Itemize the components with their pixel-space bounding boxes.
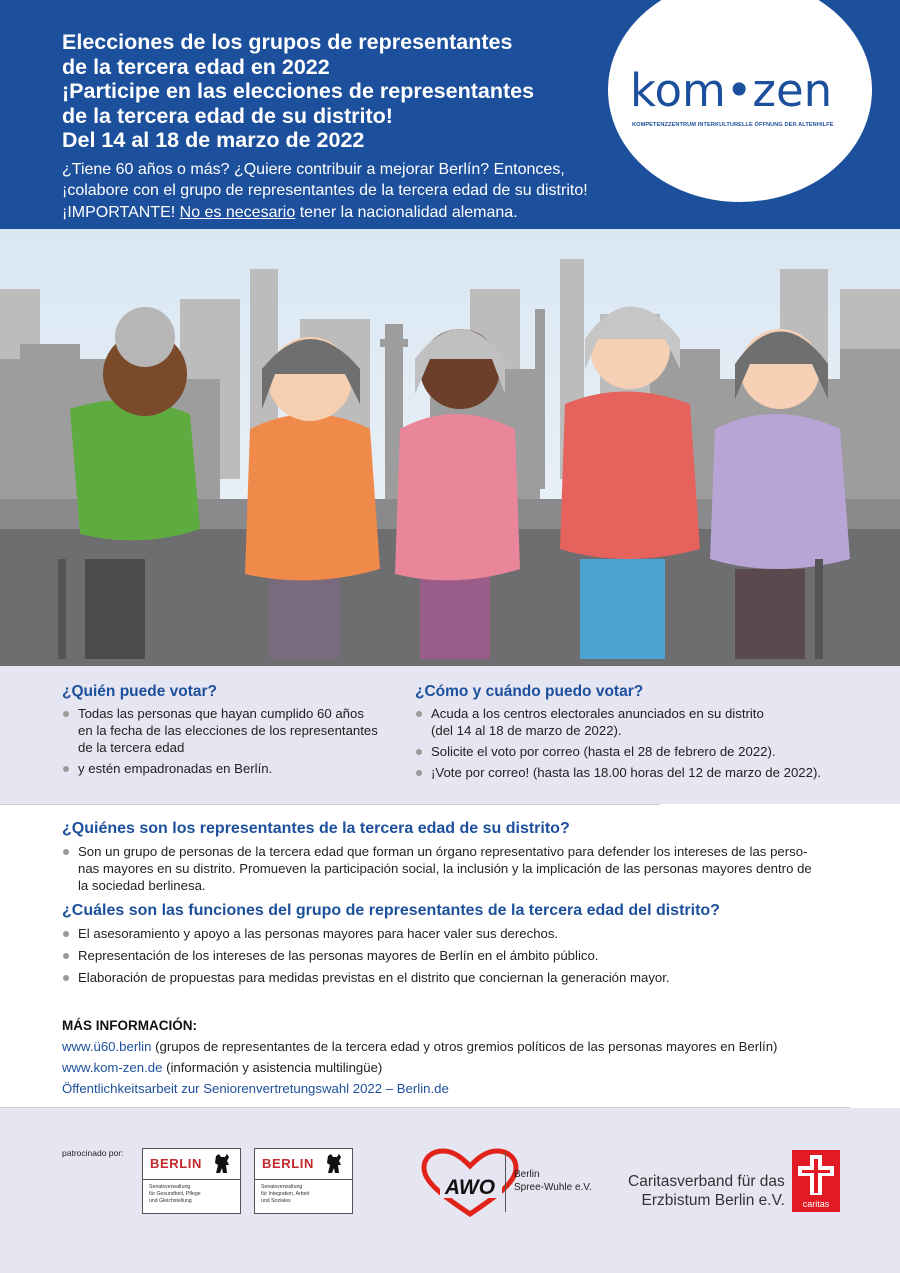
awo-line: Spree-Wuhle e.V. (514, 1182, 592, 1193)
seniors-illustration-svg (0, 229, 900, 666)
list-item-line: Representación de los intereses de las personas mayores de Berlín en el ámbito público. (78, 948, 599, 963)
berlin-senate-text (149, 1184, 201, 1205)
list-item (62, 925, 852, 942)
bullet-icon (63, 975, 69, 981)
title-line: de la tercera edad en 2022 (62, 54, 330, 79)
more-info-line (62, 1036, 862, 1057)
berlin-bear-icon (324, 1153, 344, 1175)
who-are-heading: ¿Quiénes son los representantes de la tercera edad de su distrito? (62, 820, 570, 837)
how-to-vote-heading: ¿Cómo y cuándo puedo votar? (415, 683, 644, 700)
list-item-line: Solicite el voto por correo (hasta el 28 de febrero de 2022). (431, 744, 776, 759)
list-item (62, 843, 852, 894)
important-prefix: ¡IMPORTANTE! (62, 203, 176, 221)
more-info-line (62, 1078, 862, 1099)
senate-line: für Integration, Arbeit (261, 1191, 310, 1197)
more-info-line (62, 1057, 862, 1078)
link-berlin-de[interactable]: Öffentlichkeitsarbeit zur Seniorenvertretungswahl 2022 – Berlin.de (62, 1081, 449, 1096)
list-item-line: Elaboración de propuestas para medidas previstas en el distrito que conciernan la generación mayor. (78, 970, 670, 985)
bullet-icon (416, 711, 422, 717)
awo-line: Berlin (514, 1169, 540, 1180)
header-text (62, 30, 682, 223)
list-item (415, 764, 885, 781)
link-description: (grupos de representantes de la tercera edad y otros gremios políticos de las personas mayores en Berlín) (155, 1039, 778, 1054)
divider (0, 804, 660, 805)
berlin-senate-health-logo (142, 1148, 241, 1214)
vote-section (0, 666, 900, 804)
senate-line: Senatsverwaltung (261, 1184, 303, 1190)
bullet-icon (63, 766, 69, 772)
link-u60-berlin[interactable]: www.ü60.berlin (62, 1039, 152, 1054)
how-to-vote-list (415, 705, 885, 781)
intro-block (62, 159, 682, 224)
list-item-line: la sociedad berlinesa. (78, 878, 206, 893)
list-item (62, 947, 852, 964)
list-item (62, 760, 392, 777)
title-line: ¡Participe en las elecciones de representantes (62, 79, 535, 103)
caritas-line: Caritasverband für das (628, 1173, 785, 1190)
list-item (415, 705, 885, 739)
list-item-line: en la fecha de las elecciones de los representantes (78, 723, 378, 738)
who-can-vote-list (62, 705, 392, 777)
list-item-line: (del 14 al 18 de marzo de 2022). (431, 723, 622, 738)
awo-wordmark: AWO (444, 1176, 496, 1199)
list-item-line: y estén empadronadas en Berlín. (78, 761, 273, 776)
list-item-line: Todas las personas que hayan cumplido 60 años (78, 706, 364, 721)
seniors-illustration (0, 229, 900, 666)
sponsored-by-label: patrocinado por: (62, 1148, 124, 1158)
bullet-icon (63, 849, 69, 855)
title-line: de la tercera edad de su distrito! (62, 103, 393, 128)
functions-heading: ¿Cuáles son las funciones del grupo de representantes de la tercera edad del distrito? (62, 902, 720, 919)
bullet-icon (63, 953, 69, 959)
list-item (62, 969, 852, 986)
berlin-senate-text (261, 1184, 309, 1205)
berlin-bear-icon (212, 1153, 232, 1175)
list-item-line: nas mayores en su distrito. Promueven la participación social, la inclusión y la implicación de las personas mayores dentro de (78, 861, 812, 876)
who-are-list (62, 843, 852, 894)
how-to-vote (415, 682, 885, 785)
header-banner (0, 0, 900, 229)
who-can-vote (62, 682, 392, 781)
bullet-icon (63, 931, 69, 937)
caritas-text (628, 1172, 785, 1210)
intro-line: ¿Tiene 60 años o más? ¿Quiere contribuir a mejorar Berlín? Entonces, (62, 160, 565, 178)
title-line: Del 14 al 18 de marzo de 2022 (62, 128, 365, 152)
berlin-wordmark: BERLIN (150, 1156, 202, 1171)
caritas-logo (792, 1150, 840, 1212)
intro-line: ¡colabore con el grupo de representantes de la tercera edad de su distrito! (62, 182, 588, 199)
important-suffix: tener la nacionalidad alemana. (299, 203, 518, 221)
list-item-line: de la tercera edad (78, 740, 185, 755)
senate-line: und Soziales (261, 1198, 291, 1204)
berlin-senate-integration-logo (254, 1148, 353, 1214)
komzen-logo-subtitle: KOMPETENZZENTRUM INTERKULTURELLE ÖFFNUNG DER ALTENHILFE (632, 122, 834, 128)
title-line: Elecciones de los grupos de representantes (62, 30, 513, 54)
berlin-wordmark: BERLIN (262, 1156, 314, 1171)
awo-text (514, 1168, 592, 1194)
senate-line: für Gesundheit, Pflege (149, 1191, 201, 1197)
bullet-icon (416, 770, 422, 776)
senate-line: Senatsverwaltung (149, 1184, 191, 1190)
more-info-heading: MÁS INFORMACIÓN: (62, 1018, 197, 1033)
list-item-line: ¡Vote por correo! (hasta las 18.00 horas del 12 de marzo de 2022). (431, 765, 821, 780)
list-item (62, 705, 392, 756)
caritas-line: Erzbistum Berlin e.V. (641, 1192, 785, 1209)
who-can-vote-heading: ¿Quién puede votar? (62, 683, 218, 700)
important-underlined: No es necesario (179, 203, 296, 221)
list-item (415, 743, 885, 760)
list-item-line: Acuda a los centros electorales anunciados en su distrito (431, 706, 764, 721)
bullet-icon (416, 749, 422, 755)
senate-line: und Gleichstellung (149, 1198, 192, 1204)
caritas-cross-icon (792, 1150, 840, 1198)
footer-sponsors (0, 1108, 900, 1273)
list-item-line: El asesoramiento y apoyo a las personas mayores para hacer valer sus derechos. (78, 926, 559, 941)
bullet-icon (63, 711, 69, 717)
list-item-line: Son un grupo de personas de la tercera edad que forman un órgano representativo para defender los intereses de las perso- (78, 844, 808, 859)
link-description: (información y asistencia multilingüe) (166, 1060, 383, 1075)
info-section (62, 819, 852, 991)
caritas-wordmark: caritas (802, 1199, 830, 1209)
komzen-logo-wordmark: kom•zen (630, 64, 833, 117)
functions-list (62, 925, 852, 986)
link-kom-zen[interactable]: www.kom-zen.de (62, 1060, 163, 1075)
more-info (62, 1016, 862, 1099)
important-line (62, 202, 682, 224)
awo-heart-logo (418, 1148, 523, 1220)
